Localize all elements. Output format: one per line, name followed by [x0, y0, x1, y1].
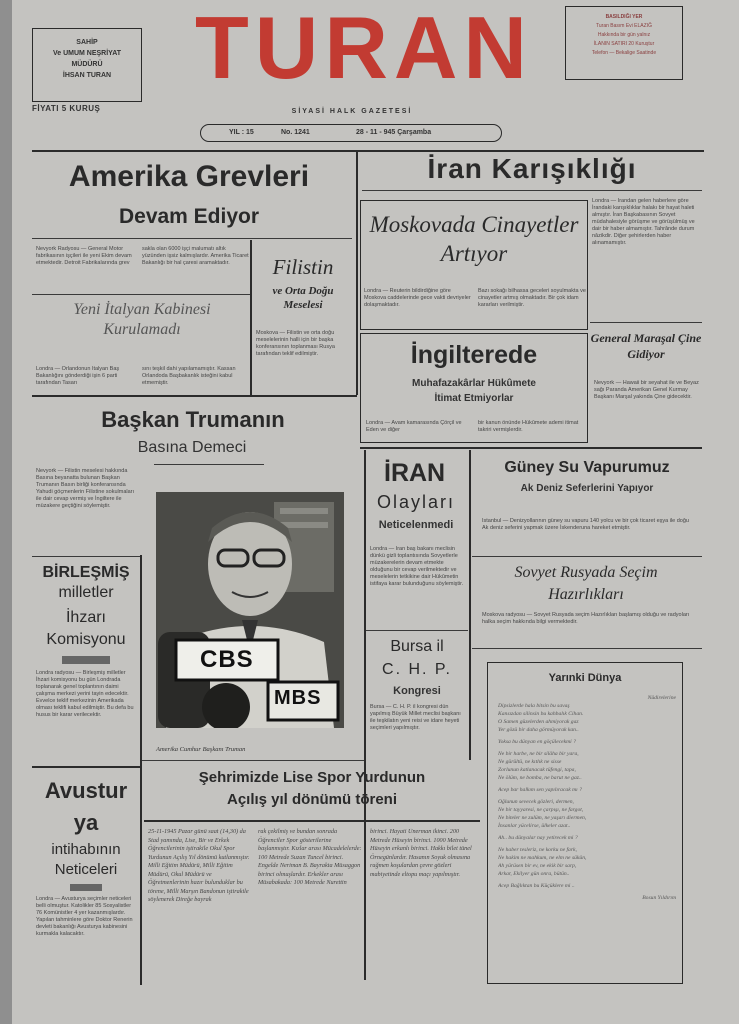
poem-line: O Samen güzelerden ahmiyorak gaz: [498, 719, 579, 725]
poem-line: Acep bar halkım sen yapılıracak mı ?: [498, 787, 582, 793]
column-rule-center: [356, 150, 358, 395]
masthead-title: TURAN: [195, 0, 533, 97]
poem-line: Dipsizlerde hala bitsin bu savaş: [498, 703, 570, 709]
sovyet-headline: Sovyet Rusyada Seçim Hazırlıkları: [514, 564, 658, 603]
section-rule: [366, 630, 468, 631]
poem-line: Zorlunun katlanacak tüfengi, tapa,: [498, 767, 576, 773]
truman-photo: [156, 492, 344, 728]
guney-body: İstanbul — Denizyollarının güney su vapuru 140 yolcu ve bir çok ticaret eşya ile doğu Ak deniz seferini yapmak üzere İskenderuna hareket etmiştir.: [482, 518, 689, 531]
poem-line: Bosun Yıldırım: [642, 895, 676, 901]
poem-line: Oğlunun sevecek gözleri, dermen,: [498, 799, 574, 805]
lise-col-2: rak çekilmiş ve bundan sonrada Öğrenciler Spor gösterilerine başlanmıştır. Kızlar arası Mücadelelerde: 100 Metrede Suzan Tuncel birinci. Engelde Neriman B. Bayrakta Müsaggon birinci olmuşlardır. Erkekler arası Müsabakada: 100 Metrede Nurettin: [258, 828, 362, 886]
birlesmis-headline-4: Komisyonu: [46, 631, 126, 648]
filistin-headline: Filistin: [272, 255, 334, 279]
print-info-box: [565, 6, 683, 80]
avustur-headline-4: Neticeleri: [54, 861, 118, 878]
poem-line: Ne ölüm, ne bomba, ne barut ne gaz..: [498, 775, 582, 781]
lise-col-3: birinci. Hayati Ünerman ikinci. 200 Metrede Hüseyin birinci. 1000 Metrede Hüseyin erkanlı birinci. Hakkı bilet tünel Örnegünlardır. Hasanın Soyuk olmasına rağmen koşulardan çevre gözleri mabiyetinde eltopu maçı yapılmıştır.: [370, 828, 472, 878]
ingiltere-body-left: Londra — Avam kamarasında Çörçil ve Eden ve diğer: [366, 420, 462, 433]
section-rule: [32, 766, 142, 768]
iran-karisikligi-headline: İran Karışıklığı: [427, 153, 637, 184]
avustur-headline-1: Avustur: [44, 778, 128, 803]
truman-subhead: Basına Demeci: [137, 439, 247, 456]
owner-line: Ve UMUM NEŞRİYAT: [52, 50, 122, 57]
amerika-rule: [32, 238, 352, 239]
section-rule: [32, 556, 140, 557]
bursa-headline-1: Bursa il: [390, 638, 444, 655]
column-rule-right: [469, 450, 471, 760]
iran-olaylari-headline-1: İRAN: [384, 459, 446, 487]
mic-label-cbs: CBS: [200, 646, 254, 673]
italyan-body-left: Londra — Orlandonun İtalyan Baş Bakanlığını gönderdiği işin 6 parti tarafından Tasarı: [36, 366, 120, 386]
poem-line: Ne biteler ne zulüm, ne yaşarı diermen,: [498, 815, 587, 821]
truman-body: Nevyork — Filistin meselesi hakkında Basına beyanatta bulunan Başkan Trumanın Basın birliği konferansında Yahudi göçmenlerin Filistine sokulmaları ile dair cevap vermiş ve İngiltere ile müzakere geçtiğini söylemiştir.: [36, 468, 135, 509]
iran-olaylari-headline-2: Olayları: [376, 492, 455, 512]
owner-line: İHSAN TURAN: [62, 72, 112, 79]
lise-col-1: 25-11-1945 Pazar günü saat (14,30) da Stad yamında, Lise, Bir ve Erkek Öğrencilerinin iştirakile Okul Spor Yurdunun Açılış Yıl dönümü kutlanmıştır. Milli Eğitim Müdürü, Milli Eğitim Müdürü, Okul Müdürü ve Öğretmenlerinin hazır bulunduklar bu törene, Milli Marşın Bandonun iştirakile söylenerek Direğe bayrak: [148, 828, 250, 903]
print-info-line: Telefon — Bekalige Saatinde: [591, 50, 657, 56]
issue-bar: [200, 124, 502, 142]
newspaper-page: [12, 0, 739, 1024]
poem-line: Ah.. bu dünyalar nay yetirecek mi ?: [498, 835, 578, 841]
section-rule: [472, 556, 702, 557]
column-rule-left: [140, 555, 142, 985]
birlesmis-body: Londra radyosu — Birleşmiş milletler İhzari komisyonu bu gün Londrada toplanarak genel toplantının daimi çalışma merkezi yerini tayin edecektir. Evvelce teklif merkezinin Amerikada olması teklifi kabul edilmiştir. Bu defa bu husus bir karar verilecektir.: [36, 670, 134, 718]
mic-label-mbs: MBS: [274, 687, 322, 709]
poem-line: İnsanlar yücelirse, ülkeler azat..: [498, 823, 571, 829]
poem-line: Yoksa bu dünyan en göçülecekmi ?: [498, 739, 576, 745]
poem-line: Ne gürültü, ne kıtlık ne sisse: [498, 759, 562, 765]
amerika-body-left: Nevyork Radyosu — General Motor fabrikasının işçileri ile yeni Ekim devam etmektedir. Detroit Fabrikalarında grev: [36, 246, 132, 266]
filistin-body: Moskova — Filistin ve orta doğu meselelerinin halli için bir başka konferansının toplanması Rusya tarafından teklif edilmiştir.: [256, 330, 335, 357]
poem-line: Ne bir harbe, ne bir silâha bir yara,: [498, 751, 579, 757]
birlesmis-headline-1: BİRLEŞMİŞ: [42, 564, 130, 581]
ingiltere-body-right: bir kanun önünde Hükûmete ademi itimat takriri vermişlerdir.: [478, 420, 579, 433]
section-rule: [472, 648, 702, 649]
moskova-headline: Moskovada Cinayetler Artıyor: [369, 212, 579, 266]
bursa-headline-3: Kongresi: [393, 685, 441, 697]
birlesmis-headline-2: milletler: [58, 584, 114, 601]
poem-line: Ne hakim ne mahkum, ne elm ne sükûn,: [498, 855, 587, 861]
moskova-body-left: Londra — Reuterin bildirdiğine göre Moskova caddelerinde gece vakti devriyeler dolaşmaktadır.: [364, 288, 471, 308]
owner-box: [32, 28, 142, 102]
birlesmis-headline-3: İhzarı: [65, 609, 106, 626]
print-info-line: Hakkında bir gün yalnız: [597, 32, 651, 38]
poem-line: Ne haber tesleriz, ne korku ne fark,: [498, 847, 577, 853]
bursa-headline-2: C. H. P.: [382, 661, 452, 678]
bursa-body: Bursa — C. H. P. il kongresi dün yapılmış Büyük Millet meclisi başkanı ile teşkilatın yeni reisi ve idare heyeti seçimleri yapılmıştır.: [370, 704, 461, 731]
truman-rule: [154, 464, 264, 465]
ingiltere-subhead-1: Muhafazakârlar Hükûmete: [412, 378, 536, 389]
poem-line: Acep Bağlıktan bu Küçüklere mi ..: [498, 883, 575, 889]
print-info-line: BASILDIĞI YER: [605, 14, 643, 20]
avustur-body: Londra — Avusturya seçimler neticeleri belli olmuştur. Katolikler 85 Sosyalistler 76 Komünistler 4 yer kazanmışlardır. Yapılan tahminlere göre Doktor Renerin devleti bakanlığı Avusturya kabinesini kurmakla kalacaktır.: [36, 896, 133, 937]
issue-date: 28 - 11 - 945 Çarşamba: [356, 129, 432, 136]
issue-number: No. 1241: [281, 129, 310, 136]
truman-headline: Başkan Trumanın: [101, 407, 285, 432]
italyan-rule: [32, 294, 250, 295]
amerika-headline: Amerika Grevleri: [68, 160, 310, 193]
section-rule: [142, 760, 364, 761]
poem-line: Ne bir tayyaresi, ne çarpışı, ne fargot,: [498, 807, 584, 813]
filistin-subhead: ve Orta Doğu Meselesi: [272, 285, 334, 311]
section-rule: [144, 820, 480, 822]
amerika-body-right: sakla olan 6000 işçi malumatı altık yüzünden işsiz kalmışlardır. Amerika Ticaret Bakanlığı bir hal çaresi aramaktadır.: [142, 246, 249, 266]
general-headline: General Maraşal Çine Gidiyor: [590, 331, 702, 361]
print-info-line: Turan Basım Evi ELAZIĞ: [596, 23, 652, 29]
owner-line: SAHİP: [76, 39, 98, 46]
yarinki-poem: [498, 694, 676, 978]
sovyet-body: Moskova radyosu — Sovyet Rusyada seçim Hazırlıkları başlamış olduğu ve radyoları halka seçim hakkında bilgi vermektedir.: [482, 612, 690, 625]
ingiltere-subhead-2: İtimat Etmiyorlar: [434, 393, 514, 404]
guney-subhead: Ak Deniz Seferlerini Yapıyor: [520, 483, 654, 494]
lise-headline-2: Açılış yıl dönümü töreni: [226, 791, 398, 808]
iran-karisikligi-body: Londra — İrandan gelen haberlere göre İrandaki karışıklıklar halakı bir hayat haleti almıştır. İran Başkabasının Sovyet müdahalesiyle görüşme ve görüşülmüş ve dair bir haber almamıştır. Tahrânde durum nâzikdir. Diğer şehirlerden haber alınamamıştır.: [592, 198, 695, 246]
poem-line: Kansızdan silinsin bu kahbalık Cihan.: [498, 711, 584, 717]
paper-subtitle: SİYASİ HALK GAZETESİ: [291, 108, 413, 115]
yarinki-title: Yarınki Dünya: [548, 672, 622, 684]
ingiltere-headline: İngilterede: [410, 341, 538, 369]
avustur-ornament: [70, 884, 102, 891]
guney-headline: Güney Su Vapurumuz: [504, 459, 670, 476]
print-info-line: İLANIN SATIRI 20 Kuruştur: [593, 41, 655, 47]
general-body: Nevyork — Hawaii bir seyahat ile ve Beyaz sağı Paranda Amerikan Genel Kurmay Başkanı Marşal yakında Çine gidecektir.: [594, 380, 699, 400]
issue-year: YIL : 15: [229, 129, 254, 136]
iran-karisikligi-rule: [362, 190, 702, 191]
poem-line: Yer gözü bir daha görmüyorak kan..: [498, 727, 579, 733]
poem-line: Arkar, Ekilyer gün onra, bütün..: [498, 871, 570, 877]
section-rule: [32, 395, 357, 397]
general-rule: [590, 322, 702, 323]
price-label: FİYATI 5 KURUŞ: [32, 104, 101, 113]
birlesmis-ornament: [62, 656, 110, 664]
italyan-body-right: sını teşkil dahi yapılamamıştır. Kassan Orlandoda Başbakanlık isteğini kabul etmemiştir.: [142, 366, 236, 386]
italyan-headline: Yeni İtalyan Kabinesi Kurulamadı: [73, 301, 211, 338]
section-rule: [360, 447, 702, 449]
truman-caption: Amerika Cumhur Başkanı Truman: [156, 746, 246, 753]
lise-headline-1: Şehrimizde Lise Spor Yurdunun: [198, 769, 426, 786]
moskova-body-right: Bazı sokağı bilhassa geceleri soyulmakta ve cinayetler artmış olmaktadır. Bir çok idam kararları verilmiştir.: [478, 288, 586, 308]
iran-olaylari-subhead: Neticelenmedi: [378, 519, 454, 531]
poem-line: Nûdirelerine: [647, 695, 676, 701]
iran-olaylari-body: Londra — İran baş bakanı meclisin dünkü gizli toplantısında Sovyetlerle müzakerelerin devam etmekte olduğunu bir cevap verilmektedir ve meselelerin tetkikine dair Hükûmetin istifaya karar bulunduğunu söylemiştir.: [370, 546, 464, 587]
amerika-subhead: Devam Ediyor: [118, 205, 260, 228]
poem-line: Ah yürüsen bir ev, ne ekik bir sarp,: [498, 863, 577, 869]
avustur-headline-3: intihabının: [51, 841, 121, 858]
owner-line: MÜDÜRÜ: [71, 61, 103, 68]
avustur-headline-2: ya: [73, 810, 99, 835]
